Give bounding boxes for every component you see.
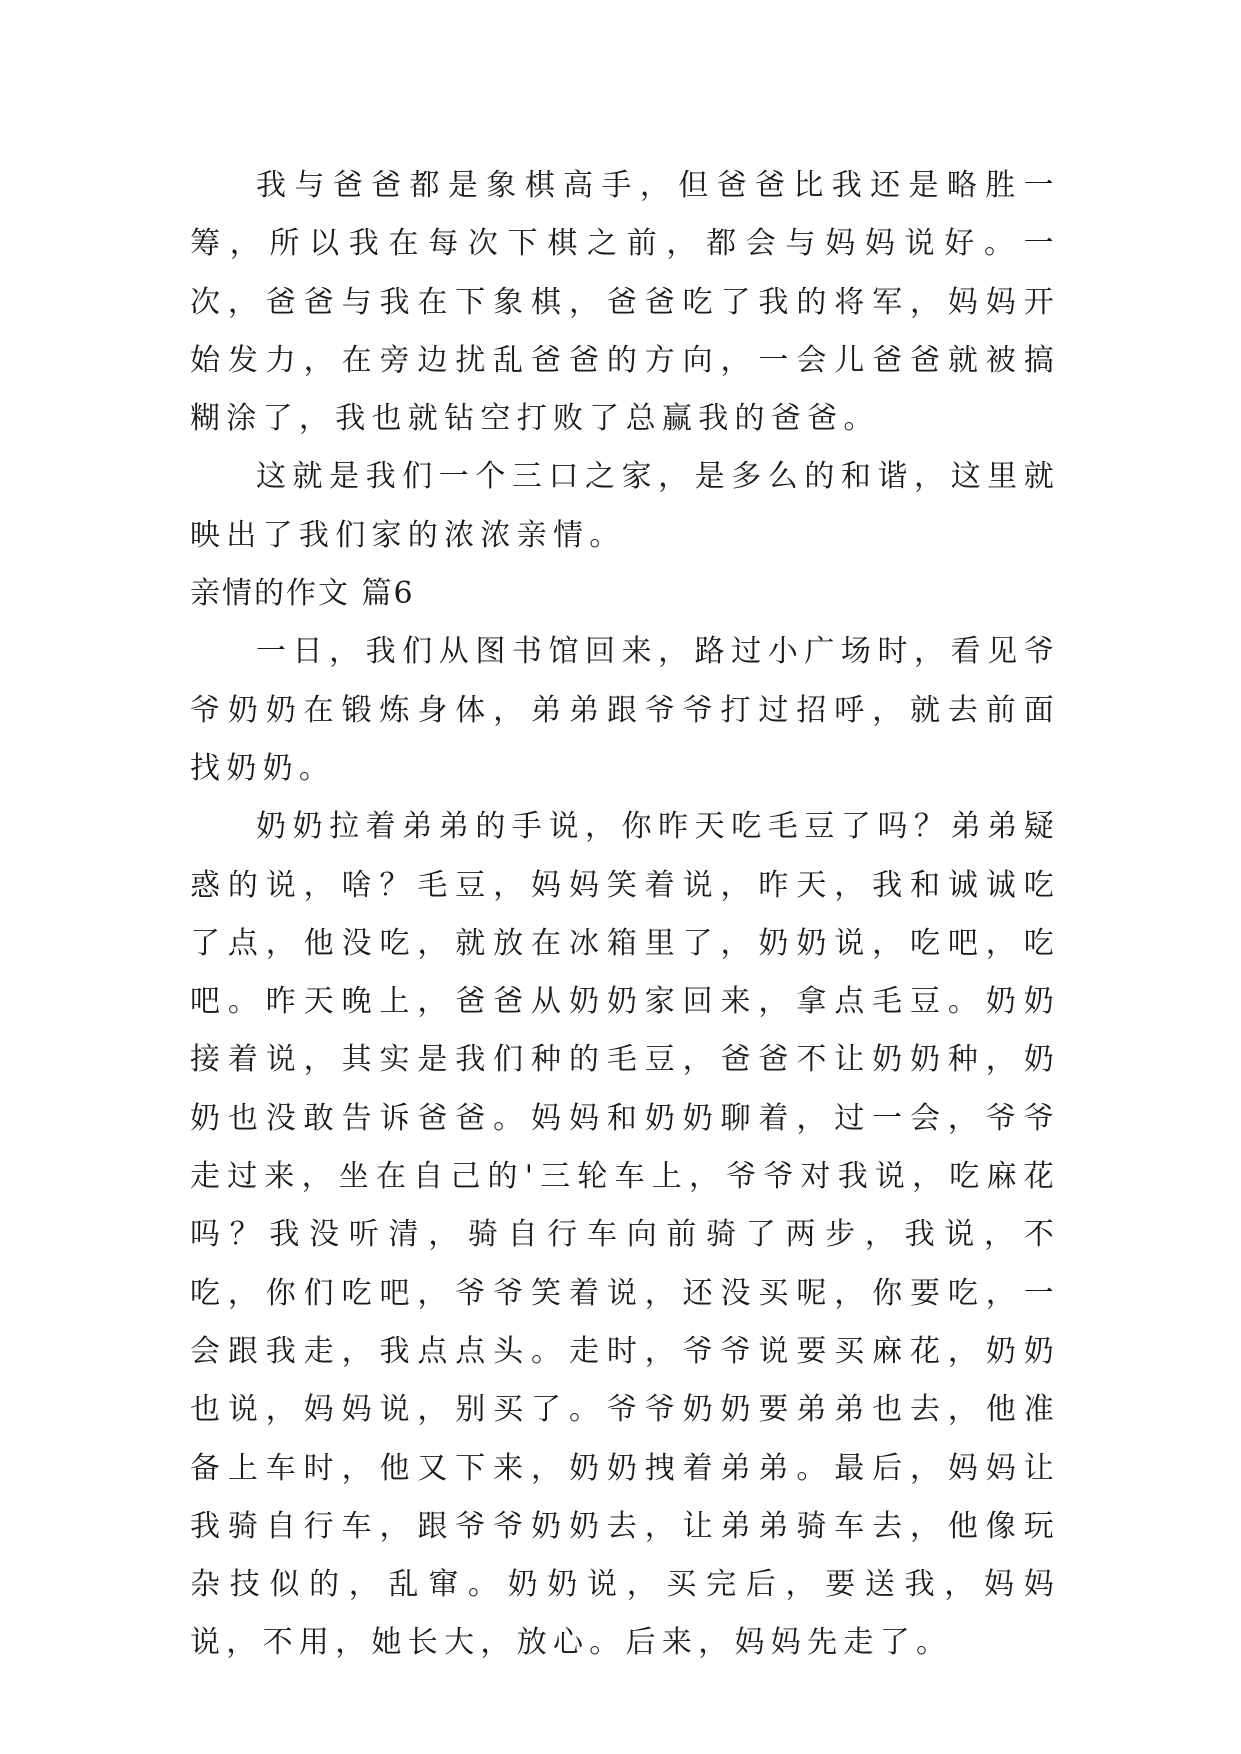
paragraph-library-return: 一日，我们从图书馆回来，路过小广场时，看见爷爷奶奶在锻炼身体，弟弟跟爷爷打过招呼，就去前面找奶奶。 bbox=[190, 634, 1060, 786]
paragraph-chess: 我与爸爸都是象棋高手，但爸爸比我还是略胜一筹，所以我在每次下棋之前，都会与妈妈说好。一次，爸爸与我在下象棋，爸爸吃了我的将军，妈妈开始发力，在旁边扰乱爸爸的方向，一会儿爸爸就被搞糊涂了，我也就钻空打败了总赢我的爸爸。 bbox=[190, 168, 1060, 437]
section-heading: 亲情的作文 篇6 bbox=[190, 576, 415, 612]
document-body bbox=[190, 157, 1060, 1673]
paragraph-edamame-story: 奶奶拉着弟弟的手说，你昨天吃毛豆了吗？弟弟疑惑的说，啥？毛豆，妈妈笑着说，昨天，我和诚诚吃了点，他没吃，就放在冰箱里了，奶奶说，吃吧，吃吧。昨天晚上，爸爸从奶奶家回来，拿点毛豆。奶奶接着说，其实是我们种的毛豆，爸爸不让奶奶种，奶奶也没敢告诉爸爸。妈妈和奶奶聊着，过一会，爷爷走过来，坐在自己的'三轮车上，爷爷对我说，吃麻花吗？我没听清，骑自行车向前骑了两步，我说，不吃，你们吃吧，爷爷笑着说，还没买呢，你要吃，一会跟我走，我点点头。走时，爷爷说要买麻花，奶奶也说，妈妈说，别买了。爷爷奶奶要弟弟也去，他准备上车时，他又下来，奶奶拽着弟弟。最后，妈妈让我骑自行车，跟爷爷奶奶去，让弟弟骑车去，他像玩杂技似的，乱窜。奶奶说，买完后，要送我，妈妈说，不用，她长大，放心。后来，妈妈先走了。 bbox=[190, 809, 1060, 1661]
paragraph-family-harmony: 这就是我们一个三口之家，是多么的和谐，这里就映出了我们家的浓浓亲情。 bbox=[190, 459, 1060, 553]
